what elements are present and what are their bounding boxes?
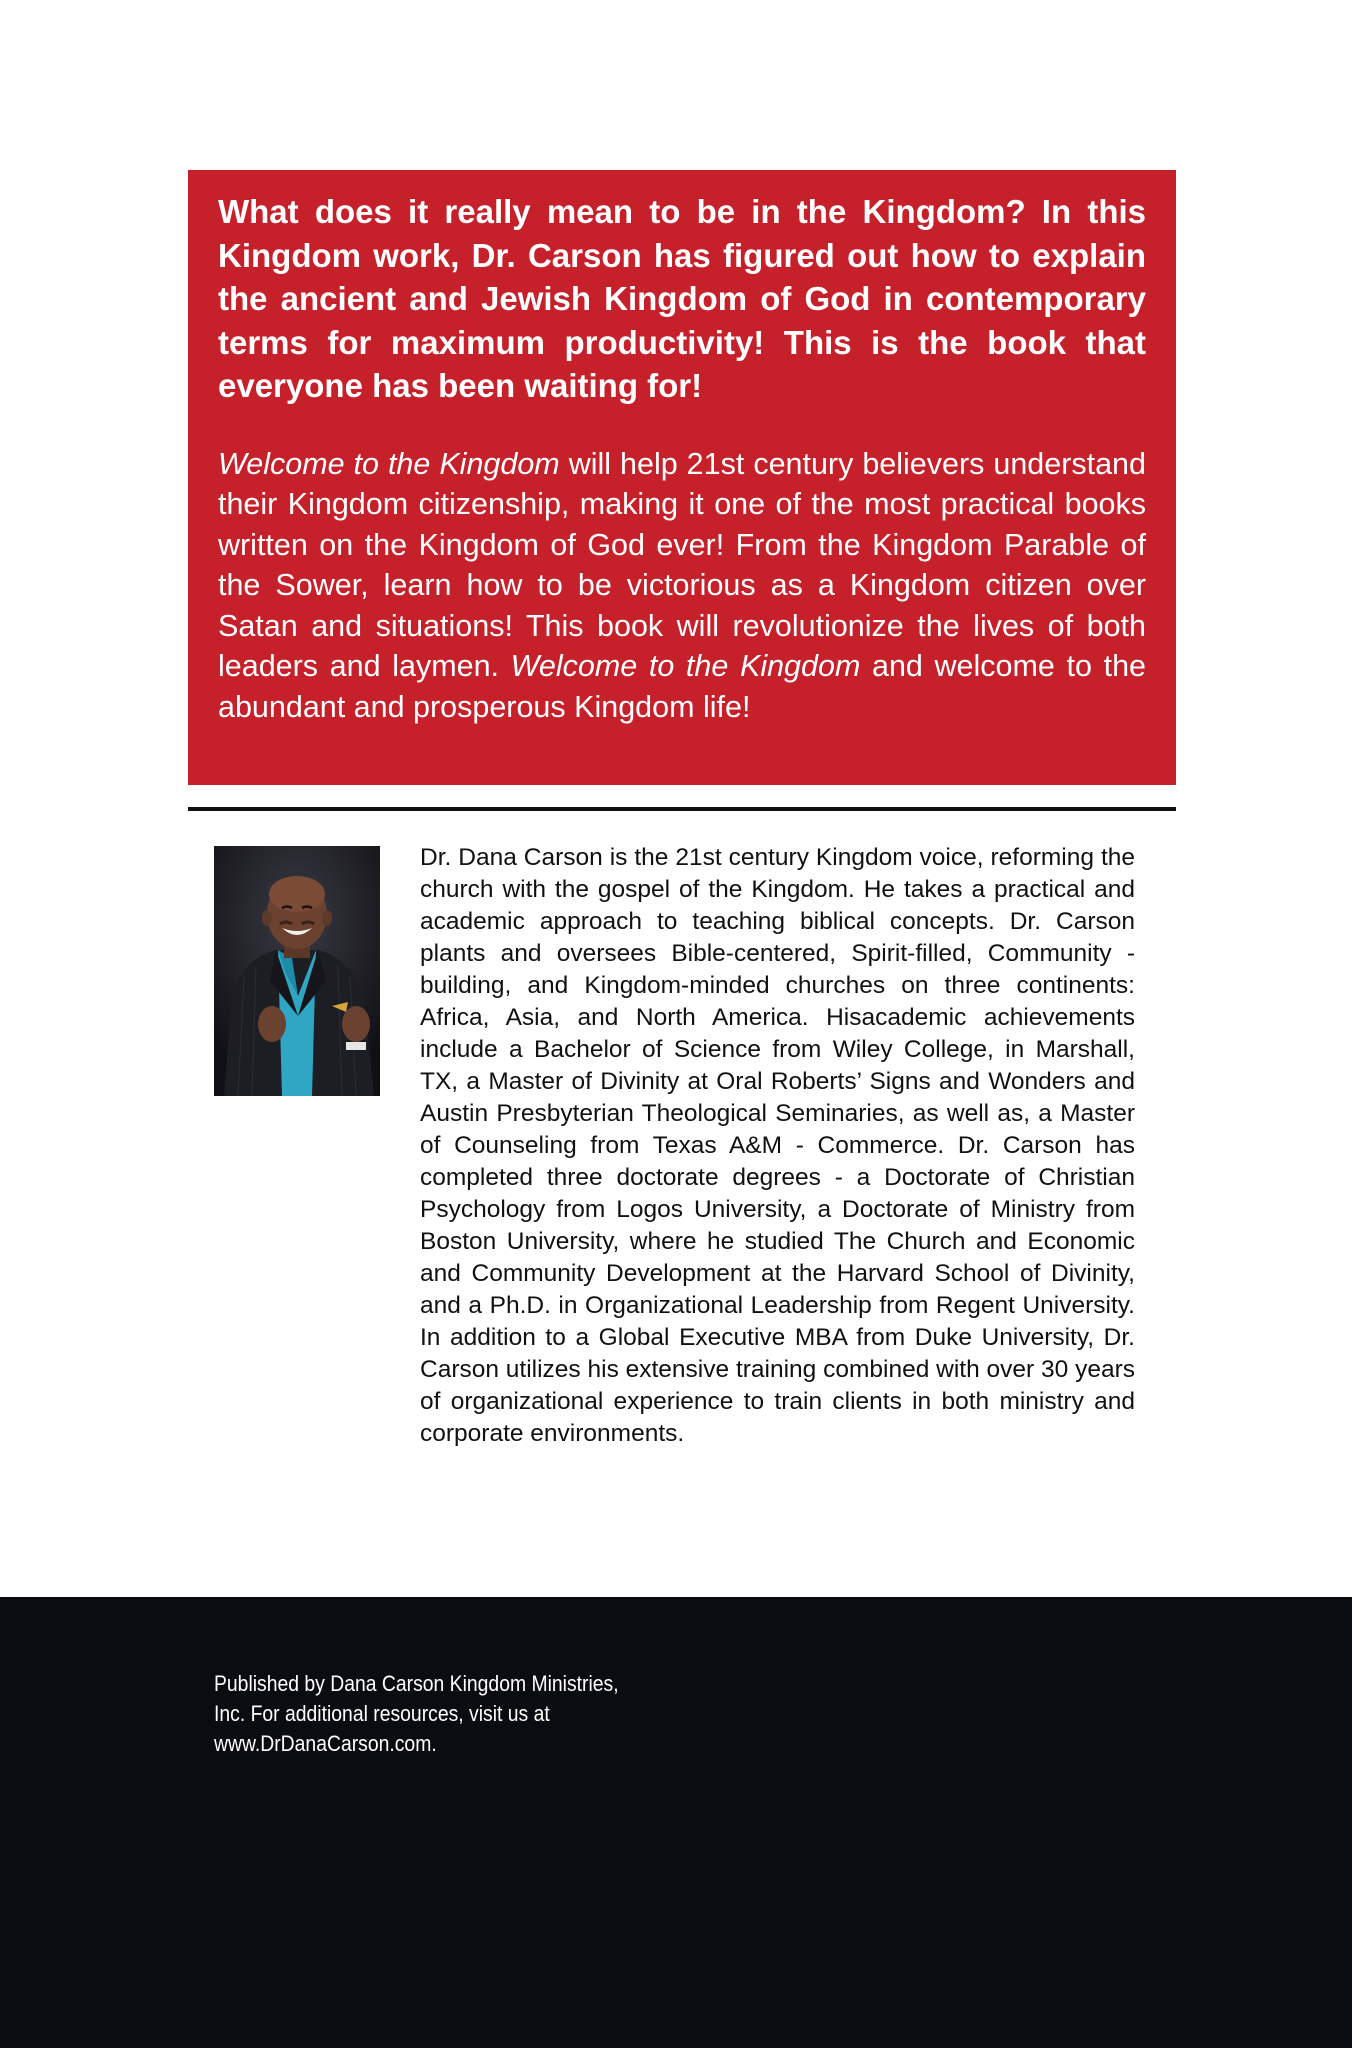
book-title-2: Welcome to the Kingdom [510, 649, 861, 683]
blurb-description [218, 444, 1146, 728]
section-divider [188, 807, 1176, 811]
blurb-headline: What does it really mean to be in the Kingdom? In this Kingdom work, Dr. Carson has figured out how to explain the ancient and Jewish Kingdom of God in contemporary terms for maximum productivity! This is the book that everyone has been waiting for! [218, 193, 1146, 404]
blurb-text-2: and welcome to the abundant and prosperous Kingdom life! [218, 649, 1147, 724]
author-photo [214, 846, 380, 1096]
publisher-info: Published by Dana Carson Kingdom Ministries, Inc. For additional resources, visit us at www.DrDanaCarson.com. [214, 1671, 619, 1756]
blurb-panel [188, 170, 1176, 785]
author-bio: Dr. Dana Carson is the 21st century Kingdom voice, reforming the church with the gospel of the Kingdom. He takes a practical and academic approach to teaching biblical concepts. Dr. Carson plants and oversees Bible-centered, Spirit-filled, Community -building, and Kingdom-minded churches on three continents: Africa, Asia, and North America. Hisacademic achievements include a Bachelor of Science from Wiley College, in Marshall, TX, a Master of Divinity at Oral Roberts’ Signs and Wonders and Austin Presbyterian Theological Seminaries, as well as, a Master of Counseling from Texas A&M - Commerce. Dr. Carson has completed three doctorate degrees - a Doctorate of Christian Psychology from Logos University, a Doctorate of Ministry from Boston University, where he studied The Church and Economic and Community Development at the Harvard School of Divinity, and a Ph.D. in Organizational Leadership from Regent University. In addition to a Global Executive MBA from Duke University, Dr. Carson utilizes his extensive training combined with over 30 years of organizational experience to train clients in both ministry and corporate environments. [420, 844, 1135, 1447]
footer-band [0, 1597, 1352, 2048]
blurb-text-1: will help 21st century believers understand their Kingdom citizenship, making it one of the most practical books written on the Kingdom of God ever! From the Kingdom Parable of the Sower, learn how to be victorious as a Kingdom citizen over Satan and situations! This book will revolutionize the lives of both leaders and laymen. [218, 446, 1146, 683]
book-title: Welcome to the Kingdom [218, 446, 560, 481]
